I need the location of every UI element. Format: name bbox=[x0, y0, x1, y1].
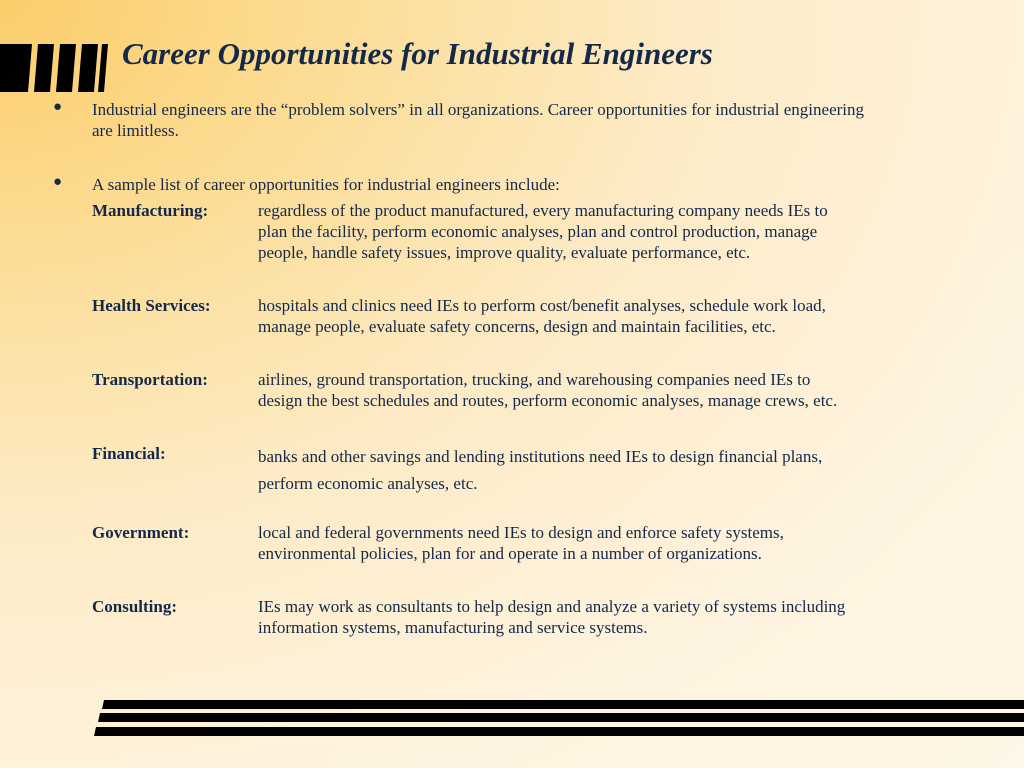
bullet-text-intro: Industrial engineers are the “problem solvers” in all organizations. Career opportunities for industrial engineering are limitless. bbox=[92, 100, 864, 140]
category-label-government: Government: bbox=[92, 523, 190, 542]
bullet-marker: ● bbox=[53, 174, 63, 190]
bullet-text-list-intro: A sample list of career opportunities for industrial engineers include: bbox=[92, 175, 560, 194]
category-desc-transportation: airlines, ground transportation, trucking, and warehousing companies need IEs to design the best schedules and routes, perform economic analyses, manage crews, etc. bbox=[258, 370, 838, 410]
category-desc-financial: banks and other savings and lending institutions need IEs to design financial plans, perform economic analyses, etc. bbox=[258, 447, 823, 493]
category-label-health-services: Health Services: bbox=[92, 296, 211, 315]
slide-title: Career Opportunities for Industrial Engineers bbox=[122, 36, 713, 71]
stripe-logo-icon bbox=[0, 44, 110, 92]
category-desc-manufacturing: regardless of the product manufactured, every manufacturing company needs IEs to plan the facility, perform economic analyses, plan and control production, manage people, handle safety issues, improve quality, evaluate performance, etc. bbox=[258, 201, 828, 262]
category-label-transportation: Transportation: bbox=[92, 370, 208, 389]
category-label-manufacturing: Manufacturing: bbox=[92, 201, 209, 220]
decorative-footer-stripes bbox=[0, 700, 1024, 740]
category-desc-government: local and federal governments need IEs to design and enforce safety systems, environmental policies, plan for and operate in a number of organizations. bbox=[258, 523, 784, 563]
category-desc-health-services: hospitals and clinics need IEs to perform cost/benefit analyses, schedule work load, manage people, evaluate safety concerns, design and maintain facilities, etc. bbox=[258, 296, 826, 336]
category-label-consulting: Consulting: bbox=[92, 597, 178, 616]
category-desc-consulting: IEs may work as consultants to help design and analyze a variety of systems including information systems, manufacturing and service systems. bbox=[258, 597, 846, 637]
category-label-financial: Financial: bbox=[92, 444, 166, 463]
bullet-marker: ● bbox=[53, 99, 63, 115]
